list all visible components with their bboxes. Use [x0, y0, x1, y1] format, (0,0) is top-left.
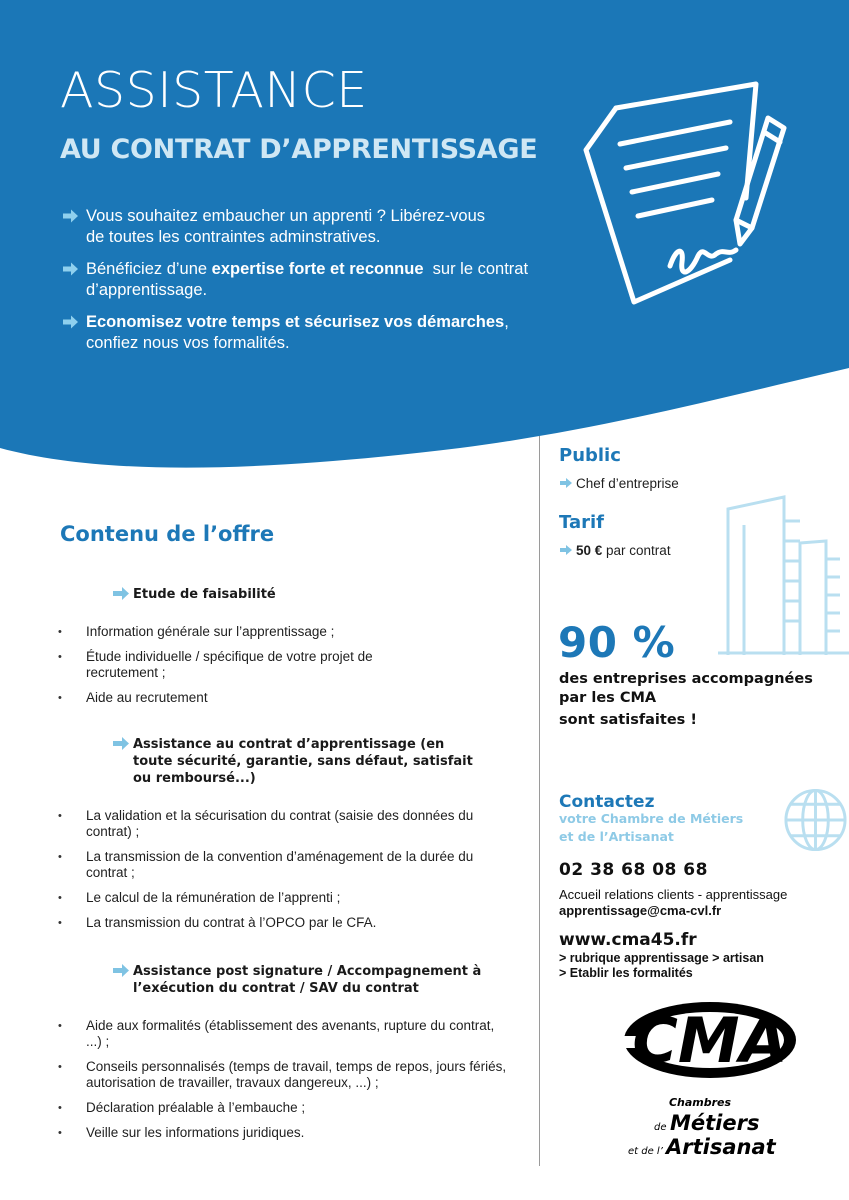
- offer-list: [58, 808, 488, 940]
- list-item: • Aide au recrutement: [58, 690, 488, 706]
- building-icon: [718, 495, 849, 655]
- stat-text: des entreprises accompagnées par les CMA sont satisfaites !: [559, 671, 813, 728]
- page-subtitle: AU CONTRAT D’APPRENTISSAGE: [60, 134, 538, 165]
- tarif-value: 50 € par contrat: [559, 543, 671, 558]
- contact-title: Contactez: [559, 792, 655, 812]
- offer-section-heading: Assistance post signature / Accompagnement à l’exécution du contrat / SAV du contrat: [112, 963, 482, 997]
- arrow-right-icon: [112, 736, 130, 751]
- phone-number[interactable]: 02 38 68 08 68: [559, 860, 708, 880]
- offer-list: [58, 1018, 507, 1150]
- email-link[interactable]: apprentissage@cma-cvl.fr: [559, 903, 722, 918]
- arrow-right-icon: [559, 544, 573, 556]
- logo-line3-big: Artisanat: [666, 1135, 776, 1159]
- list-item: • La transmission de la convention d’aménagement de la durée du contrat ;: [58, 849, 498, 881]
- public-value: Chef d’entreprise: [559, 476, 679, 491]
- logo-line1: Chambres: [668, 1096, 732, 1109]
- list-item: • Veille sur les informations juridiques.: [58, 1125, 488, 1141]
- offer-section-heading: Assistance au contrat d’apprentissage (en toute sécurité, garantie, sans défaut, satisfait ou remboursé...): [112, 736, 482, 787]
- stat-value: 90 %: [558, 618, 676, 667]
- logo-line2-small: de: [654, 1122, 667, 1133]
- offer-list: [58, 624, 488, 715]
- list-item: • La transmission du contrat à l’OPCO par le CFA.: [58, 915, 488, 931]
- arrow-right-icon: [112, 586, 130, 601]
- hero-bullets: [62, 206, 602, 365]
- hero-bullet: Economisez votre temps et sécurisez vos démarches, confiez nous vos formalités.: [62, 312, 602, 354]
- globe-icon: [782, 786, 849, 854]
- hero-bullet: Vous souhaitez embaucher un apprenti ? Libérez-vous de toutes les contraintes adminstratives.: [62, 206, 602, 248]
- page-title: ASSISTANCE: [60, 62, 368, 119]
- logo-line3-small: et de l’: [628, 1146, 663, 1157]
- contact-subtitle: votre Chambre de Métiers et de l’Artisanat: [559, 811, 744, 844]
- list-item: • Déclaration préalable à l’embauche ;: [58, 1100, 488, 1116]
- arrow-right-icon: [559, 477, 573, 489]
- hero-bullet: Bénéficiez d’une expertise forte et reconnue sur le contrat d’apprentissage.: [62, 259, 602, 301]
- tarif-title: Tarif: [559, 512, 604, 533]
- contract-pen-icon: [580, 78, 810, 308]
- offer-title: Contenu de l’offre: [60, 522, 275, 546]
- list-item: • Aide aux formalités (établissement des avenants, rupture du contrat, ...) ;: [58, 1018, 503, 1050]
- website-link[interactable]: www.cma45.fr: [559, 930, 697, 950]
- website-path: > rubrique apprentissage > artisan: [559, 951, 764, 965]
- arrow-right-icon: [62, 261, 79, 277]
- arrow-right-icon: [62, 208, 79, 224]
- website-path: > Etablir les formalités: [559, 966, 693, 980]
- logo-letters: CMA: [632, 1004, 788, 1077]
- list-item: • Conseils personnalisés (temps de travail, temps de repos, jours fériés, autorisation de travailler, travaux dangereux, ...) ;: [58, 1059, 518, 1091]
- list-item: • Étude individuelle / spécifique de votre projet de recrutement ;: [58, 649, 448, 681]
- cma-logo: [620, 998, 800, 1162]
- list-item: • Le calcul de la rémunération de l’apprenti ;: [58, 890, 488, 906]
- arrow-right-icon: [112, 963, 130, 978]
- list-item: • La validation et la sécurisation du contrat (saisie des données du contrat) ;: [58, 808, 478, 840]
- offer-section-heading: Etude de faisabilité: [112, 586, 472, 603]
- arrow-right-icon: [62, 314, 79, 330]
- public-title: Public: [559, 445, 621, 466]
- column-divider: [539, 436, 540, 1166]
- reception-label: Accueil relations clients - apprentissage: [559, 887, 788, 902]
- list-item: • Information générale sur l’apprentissage ;: [58, 624, 488, 640]
- logo-line2-big: Métiers: [670, 1111, 760, 1135]
